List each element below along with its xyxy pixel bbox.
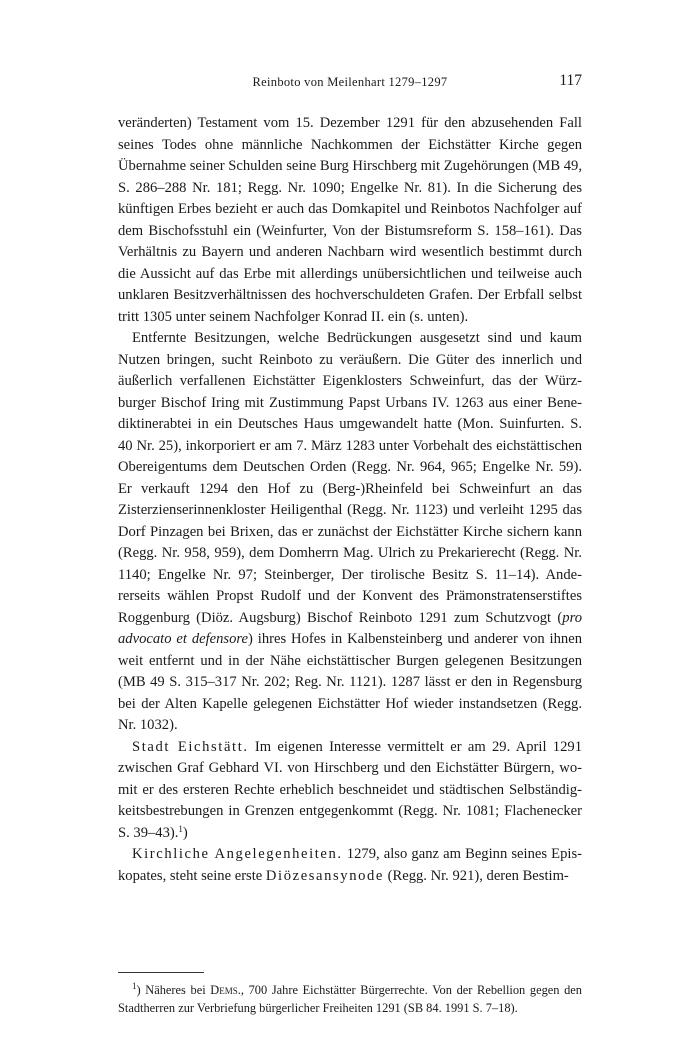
footnote-divider [118, 972, 204, 973]
body-text [118, 113, 582, 887]
paragraph-text: veränderten) Testament vom 15. Dezember 1291 für den abzusehenden Fall seines Todes ohne männliche Nachkommen der Eichstätter Kirche gegen Übernahme seiner Schulden seine Burg Hirschberg mit Zugehörungen (MB 49, S. 286–288 Nr. 181; Regg. Nr. 1090; Engelke Nr. 81). In die Sicherung des künftigen Erbes bezieht er auch das Domkapitel und Reinbotos Nachfolger auf dem Bischofsstuhl ein (Weinfurter, Von der Bistumsreform S. 158–161). Das Verhältnis zu Bayern und anderen Nachbarn wird wesentlich bestimmt durch die Aussicht auf das Erbe mit allerdings unübersichtlichen und teilweise auch unklaren Besitzverhältnissen des hochverschuldeten Grafen. Der Erbfall selbst tritt 1305 unter seinem Nachfolger Konrad II. ein (s. unten). [118, 115, 582, 325]
footnote-text-end: , 700 Jahre Eichstätter Bürgerrechte. Von der Rebellion gegen den Stadtherren zur Verbriefung bürgerlicher Freiheiten 1291 (SB 84. 1991 S. 7–18). [118, 983, 582, 1015]
paragraph-kirchliche-angelegenheiten [118, 844, 582, 887]
paragraph-text-end: ) ihres Hofes in Kalbensteinberg und anderer von ihnen weit entfernt und in der Nähe eichstättischer Burgen gelegenen Besitzungen (MB 49 S. 315–317 Nr. 202; Reg. Nr. 1121). 1287 lässt er den in Regensburg bei der Alten Kapelle gelegenen Eichstätter Hof wieder instandsetzen (Regg. Nr. 1032). [118, 631, 582, 733]
section-lead: Stadt Eichstätt. [132, 738, 249, 755]
page-number: 117 [559, 72, 582, 89]
paragraph-text: 1279, also ganz am Beginn seines Episkopates, steht seine erste [118, 846, 583, 884]
running-head [118, 72, 582, 96]
footnote-author: Dems. [210, 983, 241, 997]
footnote [118, 981, 582, 1017]
paragraph-text-end: (Regg. Nr. 921), deren Bestim- [383, 867, 569, 884]
paragraph-stadt-eichstaett [118, 737, 582, 845]
footnote-reference: 1 [178, 823, 183, 834]
paragraph-text: Entfernte Besitzungen, welche Bedrückungen ausgesetzt sind und kaum Nutzen bringen, sucht Reinboto zu veräußern. Die Güter des innerlich und äußerlich verfallenen Eichstätter Eigenklosters Schweinfurt, das der Würzburger Bischof Iring mit Zustimmung Papst Urbans IV. 1263 aus einer Benediktinerabtei in ein Deutsches Haus umgewandelt hatte (Mon. Suinfurten. S. 40 Nr. 25), inkorporiert er am 7. März 1283 unter Vorbehalt des eichstättischen Obereigentums dem Deutschen Orden (Regg. Nr. 964, 965; Engelke Nr. 59). Er verkauft 1294 den Hof zu (Berg-)Rheinfeld bei Schweinfurt an das Zisterzienserinnenkloster Heiligenthal (Regg. Nr. 1123) und verleiht 1295 das Dorf Pinzagen bei Brixen, das er zunächst der Eichstätter Kirche sichern kann (Regg. Nr. 958, 959), dem Domherrn Mag. Ulrich zu Prekarierecht (Regg. Nr. 1140; Engelke Nr. 97; Steinberger, Der tirolische Besitz S. 11–14). Andererseits wählen Propst Rudolf und der Konvent des Prämonstratenserstiftes Roggenburg (Diöz. Augsburg) Bischof Reinboto 1291 zum Schutzvogt ( [118, 330, 582, 626]
paragraph-besitzungen [118, 328, 582, 737]
spaced-term: Diözesansynode [265, 867, 384, 884]
paragraph-text: Im eigenen Interesse vermittelt er am 29. April 1291 zwischen Graf Gebhard VI. von Hirschberg und den Eichstätter Bürgern, womit er des ersteren Rechte erheblich beschneidet und städtischen Selbständigkeitsbestrebungen in Grenzen entgegenkommt (Regg. Nr. 1081; Flachenecker S. 39–43). [118, 738, 582, 841]
running-title: Reinboto von Meilenhart 1279–1297 [252, 75, 448, 89]
section-lead: Kirchliche Angelegenheiten. [132, 846, 343, 862]
latin-phrase: pro advocato et defensore [118, 609, 582, 647]
paragraph-testament [118, 113, 582, 328]
paragraph-text-end: ) [182, 824, 188, 841]
footnote-marker: 1 [132, 981, 137, 991]
footnote-text: ) Näheres bei [136, 983, 211, 997]
